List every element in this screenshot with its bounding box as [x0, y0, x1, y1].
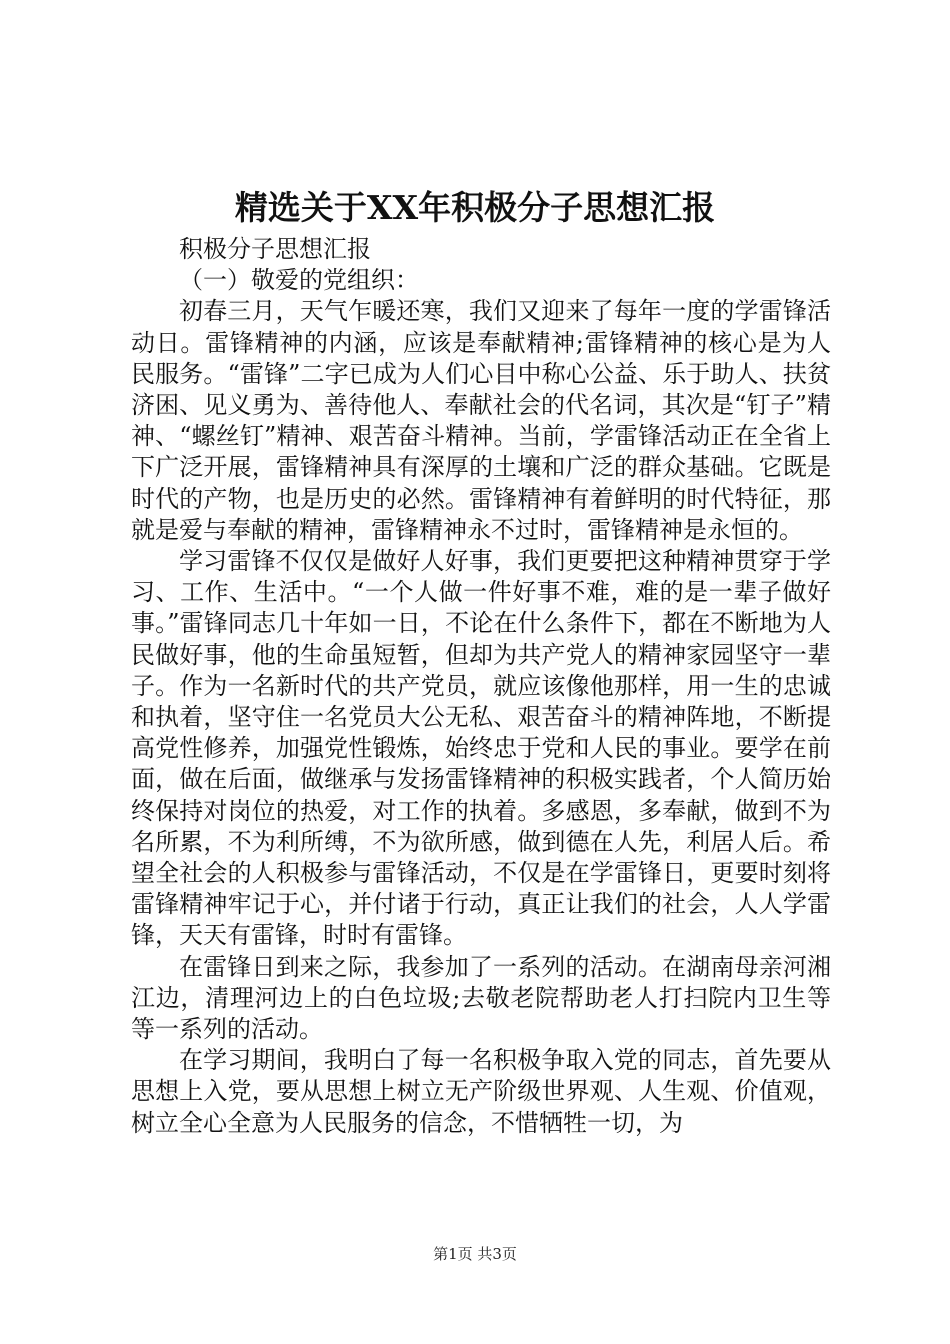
paragraph-4: 在学习期间，我明白了每一名积极争取入党的同志，首先要从思想上入党，要从思想上树立无产阶级世界观、人生观、价值观，树立全心全意为人民服务的信念，不惜牺牲一切，为: [131, 1046, 831, 1137]
page-footer: 第1页 共3页: [433, 1245, 517, 1263]
document-title: 精选关于XX年积极分子思想汇报: [234, 188, 716, 227]
document-body: [131, 234, 831, 1139]
paragraph-3: 在雷锋日到来之际，我参加了一系列的活动。在湖南母亲河湘江边，清理河边上的白色垃圾;去敬老院帮助老人打扫院内卫生等等一系列的活动。: [131, 952, 831, 1044]
paragraph-salutation: （一）敬爱的党组织：: [179, 266, 419, 295]
paragraph-2: 学习雷锋不仅仅是做好人好事，我们更要把这种精神贯穿于学习、工作、生活中。“一个人做一件好事不难，难的是一辈子做好事。”雷锋同志几十年如一日，不论在什么条件下，都在不断地为人民做好事，他的生命虽短暂，但却为共产党人的精神家园坚守一辈子。作为一名新时代的共产党员，就应该像他那样，用一生的忠诚和执着，坚守住一名党员大公无私、艰苦奋斗的精神阵地，不断提高党性修养，加强党性锻炼，始终忠于党和人民的事业。要学在前面，做在后面，做继承与发扬雷锋精神的积极实践者，个人简历始终保持对岗位的热爱，对工作的执着。多感恩，多奉献，做到不为名所累，不为利所缚，不为欲所感，做到德在人先，利居人后。希望全社会的人积极参与雷锋活动，不仅是在学雷锋日，更要时刻将雷锋精神牢记于心，并付诸于行动，真正让我们的社会，人人学雷锋，天天有雷锋，时时有雷锋。: [131, 547, 831, 950]
paragraph-1: 初春三月，天气乍暖还寒，我们又迎来了每年一度的学雷锋活动日。雷锋精神的内涵，应该是奉献精神;雷锋精神的核心是为人民服务。“雷锋”二字已成为人们心目中称心公益、乐于助人、扶贫济困、见义勇为、善待他人、奉献社会的代名词，其次是“钉子”精神、“螺丝钉”精神、艰苦奋斗精神。当前，学雷锋活动正在全省上下广泛开展，雷锋精神具有深厚的土壤和广泛的群众基础。它既是时代的产物，也是历史的必然。雷锋精神有着鲜明的时代特征，那就是爱与奉献的精神，雷锋精神永不过时，雷锋精神是永恒的。: [131, 297, 831, 544]
paragraph-subtitle: 积极分子思想汇报: [179, 235, 371, 263]
